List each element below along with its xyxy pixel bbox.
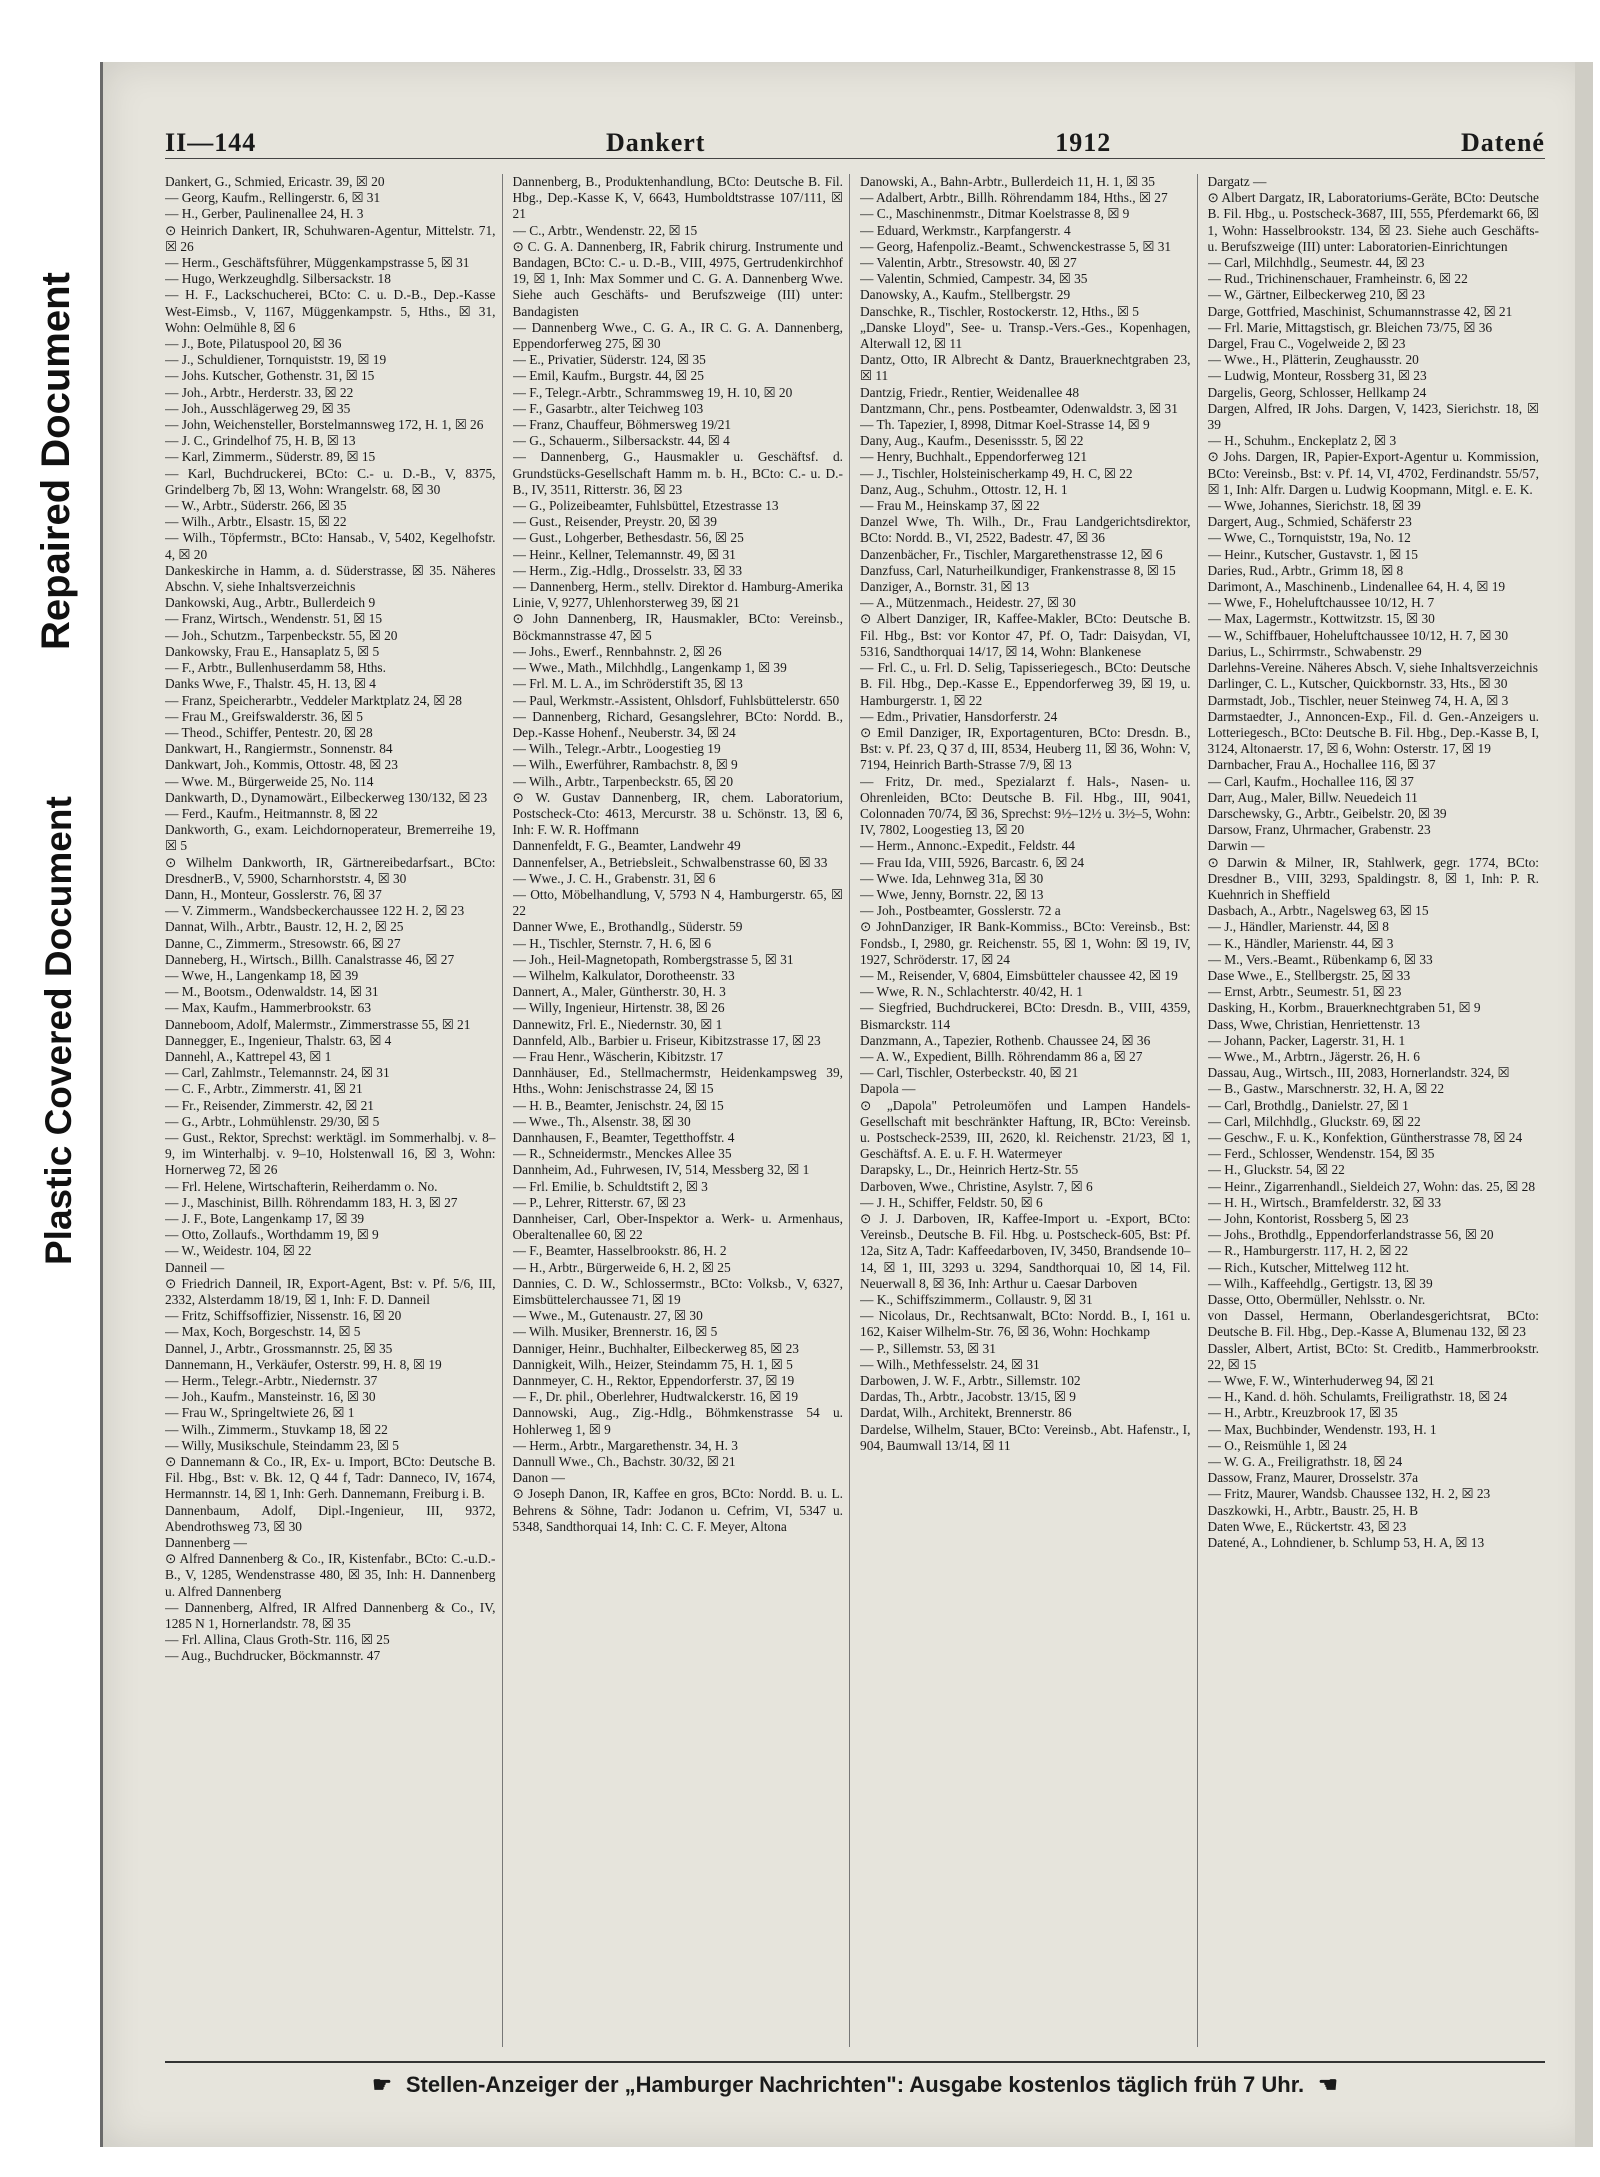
- directory-entry: Dapola —: [860, 1081, 916, 1097]
- directory-entry: Dannigkeit, Wilh., Heizer, Steindamm 75, H. 1, ☒ 5: [512, 1356, 793, 1372]
- directory-entry: — J., Maschinist, Billh. Röhrendamm 183, H. 3, ☒ 27: [165, 1194, 458, 1210]
- directory-entry: — P., Sillemstr. 53, ☒ 31: [860, 1340, 996, 1356]
- directory-entry: — Dannenberg, Alfred, IR Alfred Dannenberg & Co., IV, 1285 N 1, Hornerlandstr. 78, ☒ 35: [165, 1599, 496, 1632]
- directory-entry: Darr, Aug., Maler, Billw. Neuedeich 11: [1207, 789, 1418, 805]
- directory-entry: — Wwe, F., Hoheluftchaussee 10/12, H. 7: [1207, 595, 1435, 611]
- pointing-hand-icon: ☛: [372, 2072, 392, 2097]
- directory-entry: — K., Schiffszimmerm., Collaustr. 9, ☒ 31: [860, 1292, 1093, 1308]
- directory-entry: Daszkowki, H., Arbtr., Baustr. 25, H. B: [1207, 1502, 1419, 1518]
- directory-entry: — C. F., Arbtr., Zimmerstr. 41, ☒ 21: [165, 1081, 363, 1097]
- directory-entry: — Eduard, Werkmstr., Karpfangerstr. 4: [860, 222, 1071, 238]
- directory-entry: — Karl, Buchdruckerei, BCto: C.- u. D.-B., V, 8375, Grindelberg 7b, ☒ 13, Wohn: Wrangelstr. 68, ☒ 30: [165, 465, 496, 497]
- directory-entry: — Wwe. M., Bürgerweide 25, No. 114: [165, 773, 374, 789]
- directory-entry: — Wilh., Zimmerm., Stuvkamp 18, ☒ 22: [165, 1421, 388, 1437]
- directory-entry: — H. F., Lackschucherei, BCto: C. u. D.-B., Dep.-Kasse West-Eimsb., V, 1167, Müggenkampstr. 5, Hths., ☒ 31, Wohn: Oelmühle 8, ☒ 6: [165, 287, 496, 335]
- directory-entry: Dannegger, E., Ingenieur, Thalstr. 63, ☒ 4: [165, 1032, 392, 1048]
- directory-entry: — J. H., Schiffer, Feldstr. 50, ☒ 6: [860, 1194, 1043, 1210]
- directory-entry: — Valentin, Schmied, Campestr. 34, ☒ 35: [860, 271, 1088, 287]
- directory-entry: Dannull Wwe., Ch., Bachstr. 30/32, ☒ 21: [512, 1454, 736, 1470]
- directory-entry: — Wilh., Methfesselstr. 24, ☒ 31: [860, 1356, 1040, 1372]
- directory-entry: — M., Vers.-Beamt., Rübenkamp 6, ☒ 33: [1207, 951, 1433, 967]
- directory-entry: — Max, Kaufm., Hammerbrookstr. 63: [165, 1000, 372, 1016]
- directory-entry: — G., Schauerm., Silbersackstr. 44, ☒ 4: [512, 433, 730, 449]
- directory-entry: — Dannenberg, G., Hausmakler u. Geschäftsf. d. Grundstücks-Gesellschaft Hamm m. b. H., BCto: C.- u. D.-B., IV, 3511, Ritterstr. 36, ☒ 23: [512, 449, 843, 497]
- directory-entry: Darimont, A., Maschinenb., Lindenallee 64, H. 4, ☒ 19: [1207, 579, 1506, 595]
- directory-entry: Dantzig, Friedr., Rentier, Weidenallee 48: [860, 384, 1080, 400]
- directory-entry: Dankowsky, Frau E., Hansaplatz 5, ☒ 5: [165, 643, 380, 659]
- directory-entry: — Willy, Ingenieur, Hirtenstr. 38, ☒ 26: [512, 1000, 725, 1016]
- directory-entry: — H., Kand. d. höh. Schulamts, Freiligrathstr. 18, ☒ 24: [1207, 1389, 1508, 1405]
- directory-entry: Dannfeld, Alb., Barbier u. Friseur, Kibitzstrasse 17, ☒ 23: [512, 1032, 821, 1048]
- directory-entry: — J., Bote, Pilatuspool 20, ☒ 36: [165, 336, 342, 352]
- directory-entry: Dannheiser, Carl, Ober-Inspektor a. Werk- u. Armenhaus, Oberaltenallee 60, ☒ 22: [512, 1211, 843, 1243]
- directory-entry: — Herm., Annonc.-Expedit., Feldstr. 44: [860, 838, 1075, 854]
- directory-entry: — Henry, Buchhalt., Eppendorferweg 121: [860, 449, 1088, 465]
- directory-entry: — Max, Koch, Borgeschstr. 14, ☒ 5: [165, 1324, 361, 1340]
- directory-entry: — M., Reisender, V, 6804, Eimsbütteler chaussee 42, ☒ 19: [860, 967, 1178, 983]
- directory-entry: — F., Dr. phil., Oberlehrer, Hudtwalckerstr. 16, ☒ 19: [512, 1389, 799, 1405]
- directory-entry: — Rud., Trichinenschauer, Framheinstr. 6, ☒ 22: [1207, 271, 1468, 287]
- directory-entry: — J. F., Bote, Langenkamp 17, ☒ 39: [165, 1211, 365, 1226]
- directory-entry: Danowski, A., Bahn-Arbtr., Bullerdeich 11, H. 1, ☒ 35: [860, 174, 1155, 189]
- directory-entry: Dannowski, Aug., Zig.-Hdlg., Böhmkenstrasse 54 u. Hohlerweg 1, ☒ 9: [512, 1405, 843, 1437]
- directory-entry: — Adalbert, Arbtr., Billh. Röhrendamm 184, Hths., ☒ 27: [860, 190, 1168, 206]
- directory-entry: — H., Gluckstr. 54, ☒ 22: [1207, 1162, 1345, 1178]
- directory-entry: — Wwe., H., Plätterin, Zeughausstr. 20: [1207, 352, 1419, 368]
- directory-entry: Dannat, Wilh., Arbtr., Baustr. 12, H. 2, ☒ 25: [165, 919, 404, 935]
- directory-entry: — Heinr., Zigarrenhandl., Sieldeich 27, Wohn: das. 25, ☒ 28: [1207, 1178, 1536, 1194]
- directory-entry: — Rich., Kutscher, Mittelweg 112 ht.: [1207, 1259, 1410, 1275]
- directory-entry: ⊙ Emil Danziger, IR, Exportagenturen, BCto: Dresdn. B., Bst: v. Pf. 23, Q 37 d, III, 8534, Heuberg 11, ☒ 36, Wohn: V, 7194, Heinrich Barth-Strasse 7/9, ☒ 13: [860, 724, 1191, 773]
- directory-entry: — J., Händler, Marienstr. 44, ☒ 8: [1207, 919, 1389, 935]
- directory-entry: Darmstadt, Job., Tischler, neuer Steinweg 74, H. A, ☒ 3: [1207, 692, 1509, 708]
- directory-entry: Dannel, J., Arbtr., Grossmannstr. 25, ☒ 35: [165, 1340, 393, 1356]
- directory-entry: — Gust., Rektor, Sprechst: werktägl. im Sommerhalbj. v. 8–9, im Winterhalbj. v. 9–10, Holstenwall 16, ☒ 3, Wohn: Hornerweg 72, ☒ 26: [165, 1129, 496, 1178]
- directory-entry: Daten Wwe, E., Rückertstr. 43, ☒ 23: [1207, 1518, 1407, 1534]
- directory-entry: — Frl. Emilie, b. Schuldtstift 2, ☒ 3: [512, 1178, 708, 1194]
- directory-entry: — R., Schneidermstr., Menckes Allee 35: [512, 1146, 732, 1162]
- page-header: [165, 122, 1545, 159]
- directory-entry: Darschewsky, G., Arbtr., Geibelstr. 20, ☒ 39: [1207, 805, 1447, 821]
- page-number: II—144: [165, 128, 257, 157]
- directory-entry: — F., Arbtr., Bullenhuserdamm 58, Hths.: [165, 660, 386, 676]
- directory-entry: — Georg, Kaufm., Rellingerstr. 6, ☒ 31: [165, 190, 381, 206]
- page-edge: [1575, 62, 1593, 2147]
- directory-entry: Dannenberg —: [165, 1535, 247, 1551]
- directory-entry: Darsow, Franz, Uhrmacher, Grabenstr. 23: [1207, 822, 1431, 838]
- directory-entry: Dannhausen, F., Beamter, Tegetthoffstr. 4: [512, 1129, 735, 1145]
- directory-entry: — Johs. Kutscher, Gothenstr. 31, ☒ 15: [165, 368, 375, 384]
- directory-entry: — G., Arbtr., Lohmühlenstr. 29/30, ☒ 5: [165, 1113, 380, 1129]
- directory-entry: Danowsky, A., Kaufm., Stellbergstr. 29: [860, 287, 1071, 303]
- directory-entry: Dannert, A., Maler, Güntherstr. 30, H. 3: [512, 984, 726, 1000]
- directory-entry: — Edm., Privatier, Hansdorferstr. 24: [860, 708, 1058, 724]
- directory-entry: — Wwe, H., Langenkamp 18, ☒ 39: [165, 967, 359, 983]
- directory-entry: ⊙ Heinrich Dankert, IR, Schuhwaren-Agentur, Mittelstr. 71, ☒ 26: [165, 222, 496, 254]
- directory-entry: Dargel, Frau C., Vogelweide 2, ☒ 23: [1207, 336, 1406, 352]
- directory-entry: Dannenberg, B., Produktenhandlung, BCto: Deutsche B. Fil. Hbg., Dep.-Kasse K, V, 6643, Humboldtstrasse 107/111, ☒ 21: [512, 174, 843, 222]
- directory-entry: — Frl. Allina, Claus Groth-Str. 116, ☒ 25: [165, 1632, 390, 1648]
- directory-entry: ⊙ Darwin & Milner, IR, Stahlwerk, gegr. 1774, BCto: Dresdner B., VIII, 3293, Spaldingstr. 8, ☒ 1, Inh: P. R. Kuehnrich in Sheffield: [1207, 854, 1539, 902]
- directory-entry: — Aug., Buchdrucker, Böckmannstr. 47: [165, 1648, 381, 1664]
- directory-entry: Datené, A., Lohndiener, b. Schlump 53, H. A, ☒ 13: [1207, 1535, 1485, 1551]
- directory-entry: — Wwe, R. N., Schlachterstr. 40/42, H. 1: [860, 984, 1083, 1000]
- column-1: [165, 174, 503, 2047]
- directory-entry: — Ernst, Arbtr., Seumestr. 51, ☒ 23: [1207, 984, 1402, 1000]
- directory-entry: Dannies, C. D. W., Schlossermstr., BCto: Volksb., V, 6327, Eimsbüttelerchaussee 71, ☒ 19: [512, 1275, 843, 1308]
- directory-entry: — B., Gastw., Marschnerstr. 32, H. A, ☒ 22: [1207, 1081, 1445, 1097]
- directory-entry: — Max, Lagermstr., Kottwitzstr. 15, ☒ 30: [1207, 611, 1435, 627]
- directory-entry: — O., Reismühle 1, ☒ 24: [1207, 1437, 1347, 1453]
- directory-entry: — C., Maschinenmstr., Ditmar Koelstrasse 8, ☒ 9: [860, 206, 1130, 222]
- directory-entry: Dankworth, G., exam. Leichdornoperateur, Bremerreihe 19, ☒ 5: [165, 822, 496, 854]
- side-label-repaired: Repaired Document: [34, 272, 78, 650]
- directory-entry: Danne, C., Zimmerm., Stresowstr. 66, ☒ 27: [165, 935, 401, 951]
- directory-entry: Danneil —: [165, 1259, 225, 1275]
- column-3: [860, 174, 1198, 2047]
- directory-entry: — H. B., Beamter, Jenischstr. 24, ☒ 15: [512, 1097, 724, 1113]
- directory-entry: ⊙ Joseph Danon, IR, Kaffee en gros, BCto: Nordd. B. u. L. Behrens & Söhne, Tadr: Jodanon u. Cefrim, VI, 5347 u. 5348, Sandthorquai 14, Inh: C. C. F. Meyer, Altona: [512, 1486, 843, 1534]
- footer-text: Stellen-Anzeiger der „Hamburger Nachrichten": Ausgabe kostenlos täglich früh 7 Uhr.: [405, 2072, 1305, 2097]
- directory-entry: — Hugo, Werkzeughdlg. Silbersackstr. 18: [165, 271, 391, 287]
- directory-entry: — Frl. C., u. Frl. D. Selig, Tapisseriegesch., BCto: Deutsche B. Fil. Hbg., Dep.-Kasse E., Eppendorferweg 39, ☒ 19, u. Hamburgerstr. 1, ☒ 22: [860, 660, 1191, 708]
- directory-entry: Danon —: [512, 1470, 565, 1486]
- directory-entry: Dardat, Wilh., Architekt, Brennerstr. 86: [860, 1405, 1072, 1421]
- directory-entry: Danschke, R., Tischler, Rostockerstr. 12, Hths., ☒ 5: [860, 303, 1139, 319]
- directory-entry: ⊙ Dannemann & Co., IR, Ex- u. Import, BCto: Deutsche B. Fil. Hbg., Bst: v. Bk. 12, Q 44 f, Tadr: Danneco, IV, 1674, Hermannstr. 14, ☒ 1, Inh: Gerh. Dannemann, Freiburg i. B.: [165, 1454, 496, 1502]
- directory-entry: — Johann, Packer, Lagerstr. 31, H. 1: [1207, 1032, 1406, 1048]
- directory-entry: Danzenbächer, Fr., Tischler, Margarethenstrasse 12, ☒ 6: [860, 546, 1163, 562]
- directory-entry: — Th. Tapezier, I, 8998, Ditmar Koel-Strasse 14, ☒ 9: [860, 417, 1150, 433]
- directory-entry: Danniger, Heinr., Buchhalter, Eilbeckerweg 85, ☒ 23: [512, 1340, 799, 1356]
- directory-entry: — Joh., Heil-Magnetopath, Rombergstrasse 5, ☒ 31: [512, 951, 794, 967]
- directory-entry: Dass, Wwe, Christian, Henriettenstr. 13: [1207, 1016, 1420, 1032]
- directory-entry: Darapsky, L., Dr., Heinrich Hertz-Str. 55: [860, 1162, 1079, 1178]
- directory-entry: ⊙ JohnDanziger, IR Bank-Kommiss., BCto: Vereinsb., Bst: Fondsb., I, 2980, gr. Reichenstr. 55, ☒ 1, Wohn: ☒ 19, IV, 1927, Schröderstr. 17, ☒ 24: [860, 919, 1191, 967]
- directory-entry: — Nicolaus, Dr., Rechtsanwalt, BCto: Nordd. B., I, 161 u. 162, Kaiser Wilhelm-Str. 76, ☒ 36, Wohn: Hochkamp: [860, 1308, 1191, 1340]
- directory-entry: — Dannenberg, Richard, Gesangslehrer, BCto: Nordd. B., Dep.-Kasse Hohenf., Neuberstr. 34, ☒ 24: [512, 708, 843, 740]
- directory-entry: Dantzmann, Chr., pens. Postbeamter, Odenwaldstr. 3, ☒ 31: [860, 400, 1178, 416]
- directory-entry: — Joh., Postbeamter, Gosslerstr. 72 a: [860, 903, 1061, 919]
- directory-entry: Dardelse, Wilhelm, Stauer, BCto: Vereinsb., Abt. Hafenstr., I, 904, Baumwall 13/14, ☒ 11: [860, 1421, 1191, 1453]
- directory-entry: — Johs., Brothdlg., Eppendorferlandstrasse 56, ☒ 20: [1207, 1227, 1494, 1243]
- directory-entry: Danziger, A., Bornstr. 31, ☒ 13: [860, 579, 1030, 595]
- directory-entry: Dantz, Otto, IR Albrecht & Dantz, Brauerknechtgraben 23, ☒ 11: [860, 352, 1191, 384]
- directory-entry: — Theod., Schiffer, Pentestr. 20, ☒ 28: [165, 724, 373, 740]
- directory-entry: Dankwarth, D., Dynamowärt., Eilbeckerweg 130/132, ☒ 23: [165, 789, 488, 805]
- directory-entry: — Heinr., Kutscher, Gustavstr. 1, ☒ 15: [1207, 546, 1418, 562]
- directory-entry: Dannehl, A., Kattrepel 43, ☒ 1: [165, 1048, 332, 1064]
- directory-entry: Dargen, Alfred, IR Johs. Dargen, V, 1423, Sierichstr. 18, ☒ 39: [1207, 400, 1539, 433]
- header-last-name: Datené: [1460, 128, 1545, 157]
- directory-entry: Dannenbaum, Adolf, Dipl.-Ingenieur, III, 9372, Abendrothsweg 73, ☒ 30: [165, 1502, 496, 1534]
- directory-entry: Dannewitz, Frl. E., Niedernstr. 30, ☒ 1: [512, 1016, 723, 1032]
- directory-entry: — Joh., Schutzm., Tarpenbeckstr. 55, ☒ 20: [165, 627, 398, 643]
- directory-entry: — F., Telegr.-Arbtr., Schrammsweg 19, H. 10, ☒ 20: [512, 384, 793, 400]
- directory-entry: — Ferd., Kaufm., Heitmannstr. 8, ☒ 22: [165, 805, 378, 821]
- directory-entry: Darge, Gottfried, Maschinist, Schumannstrasse 42, ☒ 21: [1207, 303, 1513, 319]
- directory-entry: — V. Zimmerm., Wandsbeckerchaussee 122 H. 2, ☒ 23: [165, 903, 465, 919]
- directory-entry: von Dassel, Hermann, Oberlandesgerichtsrat, BCto: Deutsche B. Fil. Hbg., Dep.-Kasse A, Blumenau 132, ☒ 23: [1207, 1308, 1539, 1340]
- directory-entry: Dann, H., Monteur, Gosslerstr. 76, ☒ 37: [165, 886, 382, 902]
- directory-entry: — P., Lehrer, Ritterstr. 67, ☒ 23: [512, 1194, 686, 1210]
- directory-entry: — Wwe., M., Arbtrn., Jägerstr. 26, H. 6: [1207, 1048, 1420, 1064]
- directory-entry: — Herm., Arbtr., Margarethenstr. 34, H. 3: [512, 1437, 738, 1453]
- header-first-name: Dankert: [606, 128, 706, 157]
- directory-entry: ⊙ J. J. Darboven, IR, Kaffee-Import u. -Export, BCto: Vereinsb., Deutsche B. Fil. Hbg. u. Postscheck-605, Bst: Pf. 12a, Sitz A, Tadr: Kaffeedarboven, IV, 3450, Brandsende 10–14, ☒ 1, III, 3293 u. 3294, Sandthorquai 10, ☒ 14, Fil. Neuerwall 8, ☒ 36, Inh: Arthur u. Caesar Darboven: [860, 1211, 1191, 1291]
- directory-entry: Danks Wwe, F., Thalstr. 45, H. 13, ☒ 4: [165, 676, 376, 692]
- directory-entry: — Frl. Helene, Wirtschafterin, Reiherdamm o. No.: [165, 1178, 438, 1194]
- directory-entry: — Johs., Ewerf., Rennbahnstr. 2, ☒ 26: [512, 643, 722, 659]
- directory-entry: — Paul, Werkmstr.-Assistent, Ohlsdorf, Fuhlsbüttelerstr. 650: [512, 692, 840, 708]
- directory-entry: — Carl, Tischler, Osterbeckstr. 40, ☒ 21: [860, 1065, 1079, 1081]
- directory-entry: — F., Beamter, Hasselbrookstr. 86, H. 2: [512, 1243, 727, 1259]
- pointing-hand-icon: ☚: [1318, 2072, 1338, 2097]
- directory-entry: Darnbacher, Frau A., Hochallee 116, ☒ 37: [1207, 757, 1436, 773]
- directory-entry: — Valentin, Arbtr., Stresowstr. 40, ☒ 27: [860, 255, 1077, 271]
- directory-entry: ⊙ Wilhelm Dankworth, IR, Gärtnereibedarfsart., BCto: DresdnerB., V, 5900, Scharnhorststr. 4, ☒ 30: [165, 854, 496, 886]
- directory-entry: Darbowen, J. W. F., Arbtr., Sillemstr. 102: [860, 1373, 1081, 1389]
- directory-entry: — Wwe, Johannes, Sierichstr. 18, ☒ 39: [1207, 498, 1421, 514]
- page-footer: [165, 2061, 1545, 2107]
- directory-entry: — Ferd., Schlosser, Wendenstr. 154, ☒ 35: [1207, 1146, 1435, 1162]
- directory-entry: Dassau, Aug., Wirtsch., III, 2083, Hornerlandstr. 324, ☒: [1207, 1065, 1510, 1081]
- directory-entry: — Carl, Kaufm., Hochallee 116, ☒ 37: [1207, 773, 1414, 789]
- directory-entry: — Geschw., F. u. K., Konfektion, Güntherstrasse 78, ☒ 24: [1207, 1129, 1523, 1145]
- directory-entry: — Wilh., Arbtr., Tarpenbeckstr. 65, ☒ 20: [512, 773, 734, 789]
- directory-entry: — Wilh., Kaffeehdlg., Gertigstr. 13, ☒ 39: [1207, 1275, 1433, 1291]
- directory-entry: — H., Arbtr., Kreuzbrook 17, ☒ 35: [1207, 1405, 1398, 1421]
- directory-entry: — Gust., Reisender, Preystr. 20, ☒ 39: [512, 514, 718, 530]
- directory-entry: — H., Schuhm., Enckeplatz 2, ☒ 3: [1207, 433, 1397, 449]
- directory-entry: — Wwe. Ida, Lehnweg 31a, ☒ 30: [860, 870, 1044, 886]
- directory-entry: — Joh., Ausschlägerweg 29, ☒ 35: [165, 400, 351, 416]
- directory-entry: — F., Gasarbtr., alter Teichweg 103: [512, 400, 704, 416]
- directory-entry: Dase Wwe., E., Stellbergstr. 25, ☒ 33: [1207, 967, 1411, 983]
- directory-entry: — Fritz, Dr. med., Spezialarzt f. Hals-, Nasen- u. Ohrenleiden, BCto: Deutsche B. Fil. Hbg., III, 9041, Colonnaden 70/74, ☒ 36, Sprechst: 9½–12½ u. 3½–5, Wohn: IV, 7802, Loogestieg 13, ☒ 20: [860, 773, 1191, 838]
- directory-entry: ⊙ W. Gustav Dannenberg, IR, chem. Laboratorium, Postscheck-Cto: 4613, Mercurstr. 38 u. Schönstr. 13, ☒ 6, Inh: F. W. R. Hoffmann: [512, 789, 843, 838]
- directory-entry: — Wilh., Ewerführer, Rambachstr. 8, ☒ 9: [512, 757, 738, 773]
- directory-entry: ⊙ Alfred Dannenberg & Co., IR, Kistenfabr., BCto: C.-u.D.-B., V, 1285, Wendenstrasse 480, ☒ 35, Inh: H. Dannenberg u. Alfred Dannenberg: [165, 1551, 496, 1599]
- directory-entry: Dannhäuser, Ed., Stellmachermstr, Heidenkampsweg 39, Hths., Wohn: Jenischstrasse 24, ☒ 15: [512, 1065, 843, 1097]
- directory-entry: ⊙ „Dapola" Petroleumöfen und Lampen Handels-Gesellschaft mit beschränkter Haftung, IR, BCto: Vereinsb. u. Postscheck-2539, III, 2620, kl. Reichenstr. 21/23, ☒ 1, Geschäftsf. A. E. u. F. H. Watermeyer: [860, 1097, 1191, 1162]
- directory-entry: Dankowski, Aug., Arbtr., Bullerdeich 9: [165, 595, 376, 611]
- directory-entry: — Joh., Kaufm., Mansteinstr. 16, ☒ 30: [165, 1389, 376, 1405]
- directory-entry: Darwin —: [1207, 838, 1265, 854]
- header-year: 1912: [1055, 128, 1112, 157]
- column-2: [513, 174, 851, 2047]
- directory-entry: Danz, Aug., Schuhm., Ottostr. 12, H. 1: [860, 481, 1068, 497]
- directory-entry: Darlinger, C. L., Kutscher, Quickbornstr. 33, Hts., ☒ 30: [1207, 676, 1508, 692]
- directory-entry: — Otto, Möbelhandlung, V, 5793 N 4, Hamburgerstr. 65, ☒ 22: [512, 886, 843, 919]
- directory-entry: Dargatz —: [1207, 174, 1267, 189]
- directory-entry: — Franz, Speicherarbtr., Veddeler Marktplatz 24, ☒ 28: [165, 692, 462, 708]
- directory-entry: Darboven, Wwe., Christine, Asylstr. 7, ☒ 6: [860, 1178, 1093, 1194]
- directory-entry: — Willy, Musikschule, Steindamm 23, ☒ 5: [165, 1437, 399, 1453]
- directory-columns: [165, 174, 1545, 2047]
- side-label-strip: [0, 0, 110, 2177]
- directory-entry: — Georg, Hafenpoliz.-Beamt., Schwenckestrasse 5, ☒ 31: [860, 238, 1172, 254]
- directory-entry: Dasse, Otto, Obermüller, Nehlsstr. o. Nr.: [1207, 1292, 1426, 1308]
- directory-entry: Danner Wwe, E., Brothandlg., Süderstr. 59: [512, 919, 743, 935]
- directory-entry: ⊙ Johs. Dargen, IR, Papier-Export-Agentur u. Kommission, BCto: Vereinsb., Bst: v. Pf. 14, VI, 4702, Ferdinandstr. 55/57, ☒ 1, Inh: Alfr. Dargen u. Ludwig Koopmann, Mitgl. e. E. K.: [1207, 449, 1539, 497]
- directory-entry: — Franz, Chauffeur, Böhmersweg 19/21: [512, 417, 732, 433]
- directory-entry: Dardas, Th., Arbtr., Jacobstr. 13/15, ☒ 9: [860, 1389, 1076, 1405]
- directory-entry: Dasbach, A., Arbtr., Nagelsweg 63, ☒ 15: [1207, 903, 1429, 919]
- directory-entry: Dankeskirche in Hamm, a. d. Süderstrasse, ☒ 35. Näheres Abschn. V, siehe Inhaltsverzeichnis: [165, 562, 496, 595]
- directory-entry: Danneberg, H., Wirtsch., Billh. Canalstrasse 46, ☒ 27: [165, 951, 455, 967]
- directory-entry: — Otto, Zollaufs., Worthdamm 19, ☒ 9: [165, 1227, 379, 1243]
- directory-entry: — W. G. A., Freiligrathstr. 18, ☒ 24: [1207, 1454, 1403, 1470]
- directory-entry: — Frau Ida, VIII, 5926, Barcastr. 6, ☒ 24: [860, 854, 1085, 870]
- side-label-plastic: Plastic Covered Document: [38, 796, 79, 1265]
- directory-entry: Danzel Wwe, Th. Wilh., Dr., Frau Landgerichtsdirektor, BCto: Nordd. B., VI, 2522, Badestr. 47, ☒ 36: [860, 514, 1191, 546]
- directory-entry: — Wilh., Telegr.-Arbtr., Loogestieg 19: [512, 741, 721, 757]
- directory-entry: — W., Gärtner, Eilbeckerweg 210, ☒ 23: [1207, 287, 1425, 303]
- directory-entry: — Gust., Lohgerber, Bethesdastr. 56, ☒ 25: [512, 530, 744, 546]
- directory-entry: — W., Arbtr., Süderstr. 266, ☒ 35: [165, 498, 347, 514]
- directory-entry: — Frau M., Greifswalderstr. 36, ☒ 5: [165, 708, 363, 724]
- directory-entry: — Frau W., Springeltwiete 26, ☒ 1: [165, 1405, 355, 1421]
- directory-entry: — Wwe., J. C. H., Grabenstr. 31, ☒ 6: [512, 870, 716, 886]
- directory-entry: Dankwart, Joh., Kommis, Ottostr. 48, ☒ 23: [165, 757, 398, 773]
- directory-entry: „Danske Lloyd", See- u. Transp.-Vers.-Ges., Kopenhagen, Alterwall 12, ☒ 11: [860, 319, 1191, 352]
- directory-entry: — J. C., Grindelhof 75, H. B, ☒ 13: [165, 433, 356, 449]
- directory-entry: — W., Schiffbauer, Hoheluftchaussee 10/12, H. 7, ☒ 30: [1207, 627, 1509, 643]
- directory-entry: — E., Privatier, Süderstr. 124, ☒ 35: [512, 352, 706, 368]
- directory-entry: ⊙ Albert Dargatz, IR, Laboratoriums-Geräte, BCto: Deutsche B. Fil. Hbg., u. Postscheck-3687, III, 555, Pferdemarkt 66, ☒ 1, Wohn: Hasselbrookstr. 134, ☒ 23. Siehe auch Geschäfts- u. Berufszweige (III) unter: Laboratorien-Einrichtungen: [1207, 190, 1539, 254]
- scanned-page: [100, 62, 1593, 2147]
- directory-entry: Daries, Rud., Arbtr., Grimm 18, ☒ 8: [1207, 562, 1404, 578]
- directory-entry: — Max, Buchbinder, Wendenstr. 193, H. 1: [1207, 1421, 1437, 1437]
- directory-entry: — J., Schuldiener, Tornquiststr. 19, ☒ 19: [165, 352, 387, 368]
- directory-entry: — M., Bootsm., Odenwaldstr. 14, ☒ 31: [165, 984, 379, 1000]
- directory-entry: — Heinr., Kellner, Telemannstr. 49, ☒ 31: [512, 546, 736, 562]
- directory-entry: — Carl, Milchhdlg., Gluckstr. 69, ☒ 22: [1207, 1113, 1421, 1129]
- directory-entry: — Carl, Brothdlg., Danielstr. 27, ☒ 1: [1207, 1097, 1409, 1113]
- directory-entry: — Fritz, Maurer, Wandsb. Chaussee 132, H. 2, ☒ 23: [1207, 1486, 1491, 1502]
- directory-entry: — Wwe., M., Gutenaustr. 27, ☒ 30: [512, 1308, 703, 1324]
- directory-entry: Dannmeyer, C. H., Rektor, Eppendorferstr. 37, ☒ 19: [512, 1373, 795, 1389]
- directory-entry: — Frau Henr., Wäscherin, Kibitzstr. 17: [512, 1048, 724, 1064]
- directory-entry: — Karl, Zimmerm., Süderstr. 89, ☒ 15: [165, 449, 376, 465]
- directory-entry: — Ludwig, Monteur, Rossberg 31, ☒ 23: [1207, 368, 1427, 384]
- directory-entry: — Carl, Zahlmstr., Telemannstr. 24, ☒ 31: [165, 1065, 390, 1081]
- directory-entry: — Emil, Kaufm., Burgstr. 44, ☒ 25: [512, 368, 704, 384]
- directory-entry: Dankert, G., Schmied, Ericastr. 39, ☒ 20: [165, 174, 385, 189]
- directory-entry: — Frl. M. L. A., im Schröderstift 35, ☒ 13: [512, 676, 743, 692]
- directory-entry: Dankwart, H., Rangiermstr., Sonnenstr. 84: [165, 741, 393, 757]
- directory-entry: — Frau M., Heinskamp 37, ☒ 22: [860, 498, 1040, 514]
- directory-entry: Dannenfelser, A., Betriebsleit., Schwalbenstrasse 60, ☒ 33: [512, 854, 828, 870]
- directory-entry: — Franz, Wirtsch., Wendenstr. 51, ☒ 15: [165, 611, 383, 627]
- directory-entry: Dannemann, H., Verkäufer, Osterstr. 99, H. 8, ☒ 19: [165, 1356, 442, 1372]
- directory-entry: — Joh., Arbtr., Herderstr. 33, ☒ 22: [165, 384, 354, 400]
- directory-entry: — W., Weidestr. 104, ☒ 22: [165, 1243, 312, 1259]
- directory-entry: — Dannenberg Wwe., C. G. A., IR C. G. A. Dannenberg, Eppendorferweg 275, ☒ 30: [512, 319, 843, 352]
- directory-entry: — Herm., Telegr.-Arbtr., Niedernstr. 37: [165, 1373, 378, 1389]
- directory-entry: Darmstaedter, J., Annoncen-Exp., Fil. d. Gen.-Anzeigers u. Lotteriegesch., BCto: Deutsche B. Fil. Hbg., Dep.-Kasse B, I, 3124, Altonaerstr. 17, ☒ 6, Wohn: Osterstr. 17, ☒ 19: [1207, 708, 1539, 757]
- directory-entry: Dannenfeldt, F. G., Beamter, Landwehr 49: [512, 838, 741, 854]
- directory-entry: — H., Arbtr., Bürgerweide 6, H. 2, ☒ 25: [512, 1259, 731, 1275]
- directory-entry: — J., Tischler, Holsteinischerkamp 49, H. C, ☒ 22: [860, 465, 1133, 481]
- directory-entry: Danzmann, A., Tapezier, Rothenb. Chaussee 24, ☒ 36: [860, 1032, 1151, 1048]
- directory-entry: ⊙ Friedrich Danneil, IR, Export-Agent, Bst: v. Pf. 5/6, III, 2332, Alsterdamm 18/19, ☒ 1, Inh: F. D. Danneil: [165, 1275, 496, 1308]
- directory-entry: Danzfuss, Carl, Naturheilkundiger, Frankenstrasse 8, ☒ 15: [860, 562, 1176, 578]
- directory-entry: — Carl, Milchhdlg., Seumestr. 44, ☒ 23: [1207, 255, 1425, 271]
- directory-entry: — Wwe, C., Tornquiststr, 19a, No. 12: [1207, 530, 1411, 546]
- directory-entry: Dargert, Aug., Schmied, Schäferstr 23: [1207, 514, 1412, 530]
- directory-entry: — Wilhelm, Kalkulator, Dorotheenstr. 33: [512, 967, 735, 983]
- directory-entry: — Wilh., Arbtr., Elsastr. 15, ☒ 22: [165, 514, 347, 530]
- directory-entry: — Wwe, F. W., Winterhuderweg 94, ☒ 21: [1207, 1373, 1435, 1389]
- directory-entry: — Fritz, Schiffsoffizier, Nissenstr. 16, ☒ 20: [165, 1308, 402, 1324]
- directory-entry: — Wwe., Math., Milchhdlg., Langenkamp 1, ☒ 39: [512, 660, 787, 676]
- directory-entry: — R., Hamburgerstr. 117, H. 2, ☒ 22: [1207, 1243, 1409, 1259]
- directory-entry: Dassow, Franz, Maurer, Drosselstr. 37a: [1207, 1470, 1419, 1486]
- directory-entry: — A., Mützenmach., Heidestr. 27, ☒ 30: [860, 595, 1076, 611]
- directory-entry: — Wilh. Musiker, Brennerstr. 16, ☒ 5: [512, 1324, 718, 1340]
- directory-entry: — Frl. Marie, Mittagstisch, gr. Bleichen 73/75, ☒ 36: [1207, 319, 1493, 335]
- directory-entry: — H., Tischler, Sternstr. 7, H. 6, ☒ 6: [512, 935, 712, 951]
- directory-entry: — Herm., Geschäftsführer, Müggenkampstrasse 5, ☒ 31: [165, 255, 470, 271]
- directory-entry: — Siegfried, Buchdruckerei, BCto: Dresdn. B., VIII, 4359, Bismarckstr. 114: [860, 1000, 1191, 1032]
- directory-entry: — John, Weichensteller, Borstelmannsweg 172, H. 1, ☒ 26: [165, 417, 484, 433]
- directory-entry: Dannheim, Ad., Fuhrwesen, IV, 514, Messberg 32, ☒ 1: [512, 1162, 810, 1178]
- directory-entry: — K., Händler, Marienstr. 44, ☒ 3: [1207, 935, 1394, 951]
- directory-entry: ⊙ C. G. A. Dannenberg, IR, Fabrik chirurg. Instrumente und Bandagen, BCto: C.- u. D.-B., VIII, 4975, Gertrudenkirchhof 19, ☒ 1, Inh: Max Sommer und C. G. A. Dannenberg Wwe. Siehe auch Geschäfts- und Berufszweige (III) unter: Bandagisten: [512, 238, 843, 319]
- directory-entry: Darius, L., Schirrmstr., Schwabenstr. 29: [1207, 643, 1422, 659]
- directory-entry: — John, Kontorist, Rossberg 5, ☒ 23: [1207, 1211, 1409, 1226]
- directory-entry: ⊙ John Dannenberg, IR, Hausmakler, BCto: Vereinsb., Böckmannstrasse 47, ☒ 5: [512, 611, 843, 643]
- directory-entry: Dassler, Albert, Artist, BCto: St. Creditb., Hammerbrookstr. 22, ☒ 15: [1207, 1340, 1539, 1372]
- directory-entry: Dasking, H., Korbm., Brauerknechtgraben 51, ☒ 9: [1207, 1000, 1481, 1016]
- directory-entry: — A. W., Expedient, Billh. Röhrendamm 86 a, ☒ 27: [860, 1048, 1143, 1064]
- directory-entry: — Herm., Zig.-Hdlg., Drosselstr. 33, ☒ 33: [512, 562, 743, 578]
- directory-entry: — Wilh., Töpfermstr., BCto: Hansab., V, 5402, Kegelhofstr. 4, ☒ 20: [165, 530, 496, 562]
- directory-entry: ⊙ Albert Danziger, IR, Kaffee-Makler, BCto: Deutsche B. Fil. Hbg., Bst: vor Kontor 47, Pf. O, Tadr: Daisydan, VI, 5316, Sandthorquai 14/17, ☒ 14, Wohn: Blankenese: [860, 611, 1191, 659]
- directory-entry: — Dannenberg, Herm., stellv. Direktor d. Hamburg-Amerika Linie, V, 9277, Uhlenhorsterweg 39, ☒ 21: [512, 579, 843, 611]
- directory-entry: Darlehns-Vereine. Näheres Absch. V, siehe Inhaltsverzeichnis: [1207, 660, 1538, 676]
- directory-entry: — H., Gerber, Paulinenallee 24, H. 3: [165, 206, 364, 222]
- directory-entry: — G., Polizeibeamter, Fuhlsbüttel, Etzestrasse 13: [512, 498, 779, 514]
- column-4: [1208, 174, 1546, 2047]
- directory-entry: Dargelis, Georg, Schlosser, Hellkamp 24: [1207, 384, 1427, 400]
- directory-entry: — C., Arbtr., Wendenstr. 22, ☒ 15: [512, 222, 698, 238]
- directory-entry: — Fr., Reisender, Zimmerstr. 42, ☒ 21: [165, 1097, 374, 1113]
- directory-entry: — Wwe, Jenny, Bornstr. 22, ☒ 13: [860, 886, 1044, 902]
- directory-entry: — H. H., Wirtsch., Bramfelderstr. 32, ☒ 33: [1207, 1194, 1442, 1210]
- directory-entry: — Wwe., Th., Alsenstr. 38, ☒ 30: [512, 1113, 691, 1129]
- directory-entry: Danneboom, Adolf, Malermstr., Zimmerstrasse 55, ☒ 21: [165, 1016, 471, 1032]
- directory-entry: Dany, Aug., Kaufm., Desenissstr. 5, ☒ 22: [860, 433, 1084, 449]
